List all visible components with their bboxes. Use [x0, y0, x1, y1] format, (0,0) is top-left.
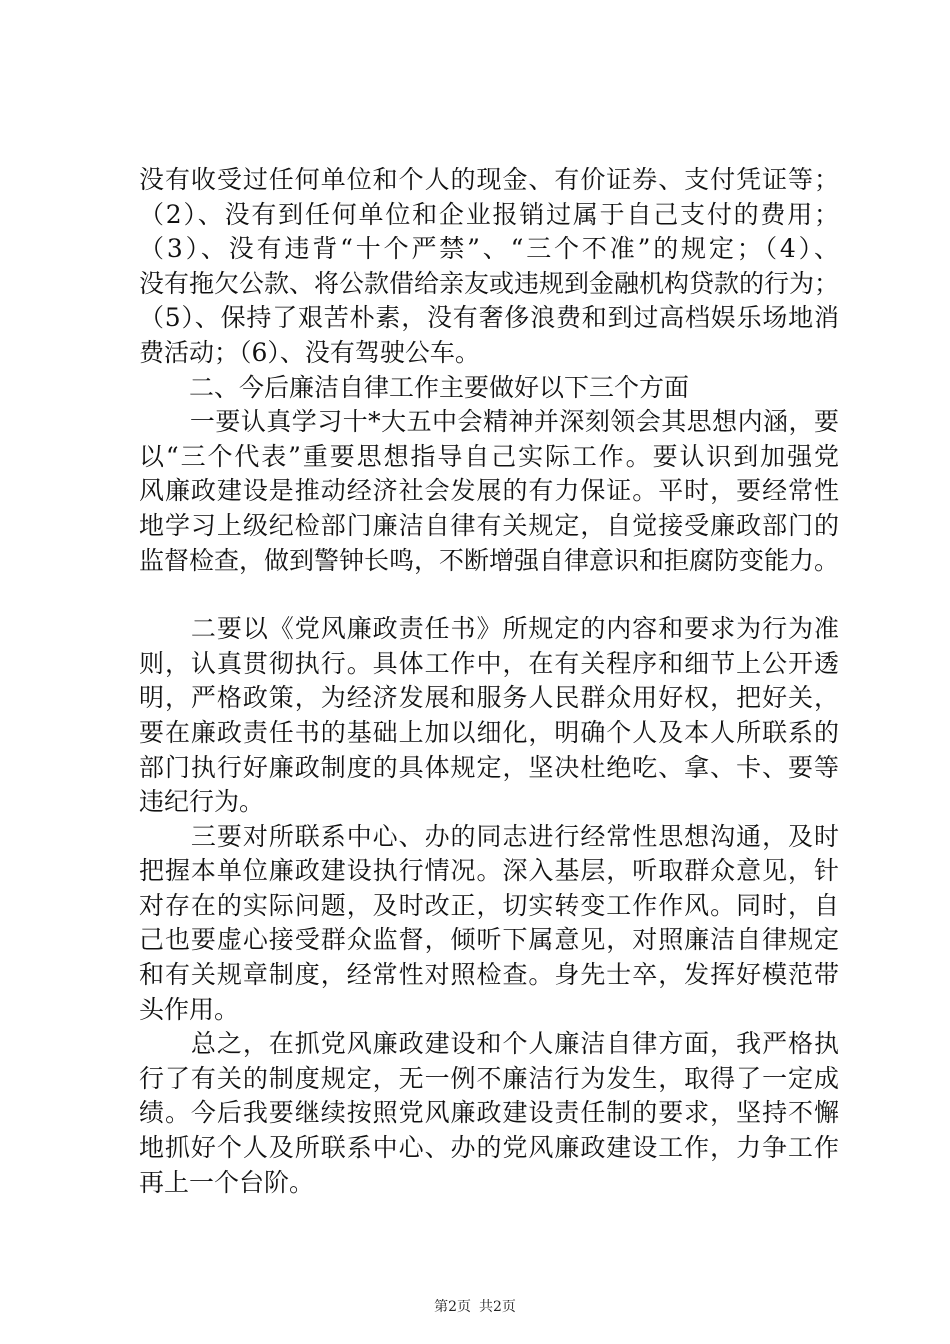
- text-line: 风廉政建设是推动经济社会发展的有力保证。平时，要经常性: [139, 476, 839, 506]
- text-line: 地抓好个人及所联系中心、办的党风廉政建设工作，力争工作: [139, 1133, 839, 1163]
- text-line: 把握本单位廉政建设执行情况。深入基层，听取群众意见，针: [139, 856, 839, 886]
- text-line: 二要以《党风廉政责任书》所规定的内容和要求为行为准: [139, 614, 839, 644]
- text-line: 对存在的实际问题，及时改正，切实转变工作作风。同时，自: [139, 890, 839, 920]
- page-total: 共2页: [479, 1299, 516, 1315]
- section-heading: 二、今后廉洁自律工作主要做好以下三个方面: [139, 372, 690, 402]
- text-line: （3）、没有违背“十个严禁”、“三个不准”的规定；（4）、: [139, 234, 839, 264]
- text-line: 要在廉政责任书的基础上加以细化，明确个人及本人所联系的: [139, 717, 839, 747]
- text-line: 头作用。: [139, 994, 240, 1024]
- text-line: 明，严格政策，为经济发展和服务人民群众用好权，把好关，: [139, 683, 839, 713]
- text-line: 则，认真贯彻执行。具体工作中，在有关程序和细节上公开透: [139, 648, 839, 678]
- text-line: （2）、没有到任何单位和企业报销过属于自己支付的费用；: [139, 199, 839, 229]
- text-line: 违纪行为。: [139, 787, 265, 817]
- text-line: 三要对所联系中心、办的同志进行经常性思想沟通，及时: [139, 821, 839, 851]
- text-line: 地学习上级纪检部门廉洁自律有关规定，自觉接受廉政部门的: [139, 510, 839, 540]
- text-line: 绩。今后我要继续按照党风廉政建设责任制的要求，坚持不懈: [139, 1098, 839, 1128]
- text-line: 再上一个台阶。: [139, 1167, 315, 1197]
- page-footer: [0, 1298, 950, 1316]
- text-line: 费活动；（6）、没有驾驶公车。: [139, 337, 480, 367]
- text-line: 部门执行好廉政制度的具体规定，坚决杜绝吃、拿、卡、要等: [139, 752, 839, 782]
- text-line: 没有拖欠公款、将公款借给亲友或违规到金融机构贷款的行为；: [139, 268, 840, 298]
- page-number: 第2页: [434, 1299, 471, 1315]
- text-line: 总之，在抓党风廉政建设和个人廉洁自律方面，我严格执: [139, 1029, 839, 1059]
- text-line: 没有收受过任何单位和个人的现金、有价证券、支付凭证等；: [139, 165, 839, 194]
- text-line: 一要认真学习十*大五中会精神并深刻领会其思想内涵，要: [139, 407, 839, 437]
- text-line: （5）、保持了艰苦朴素，没有奢侈浪费和到过高档娱乐场地消: [139, 303, 839, 333]
- text-line: 行了有关的制度规定，无一例不廉洁行为发生，取得了一定成: [139, 1063, 839, 1093]
- document-body: [139, 163, 839, 1200]
- paragraph-gap: [139, 578, 839, 612]
- text-line: 己也要虚心接受群众监督，倾听下属意见，对照廉洁自律规定: [139, 925, 839, 955]
- text-line: 以“三个代表”重要思想指导自己实际工作。要认识到加强党: [139, 441, 839, 471]
- text-line: 监督检查，做到警钟长鸣，不断增强自律意识和拒腐防变能力。: [139, 545, 840, 575]
- text-line: 和有关规章制度，经常性对照检查。身先士卒，发挥好模范带: [139, 960, 839, 990]
